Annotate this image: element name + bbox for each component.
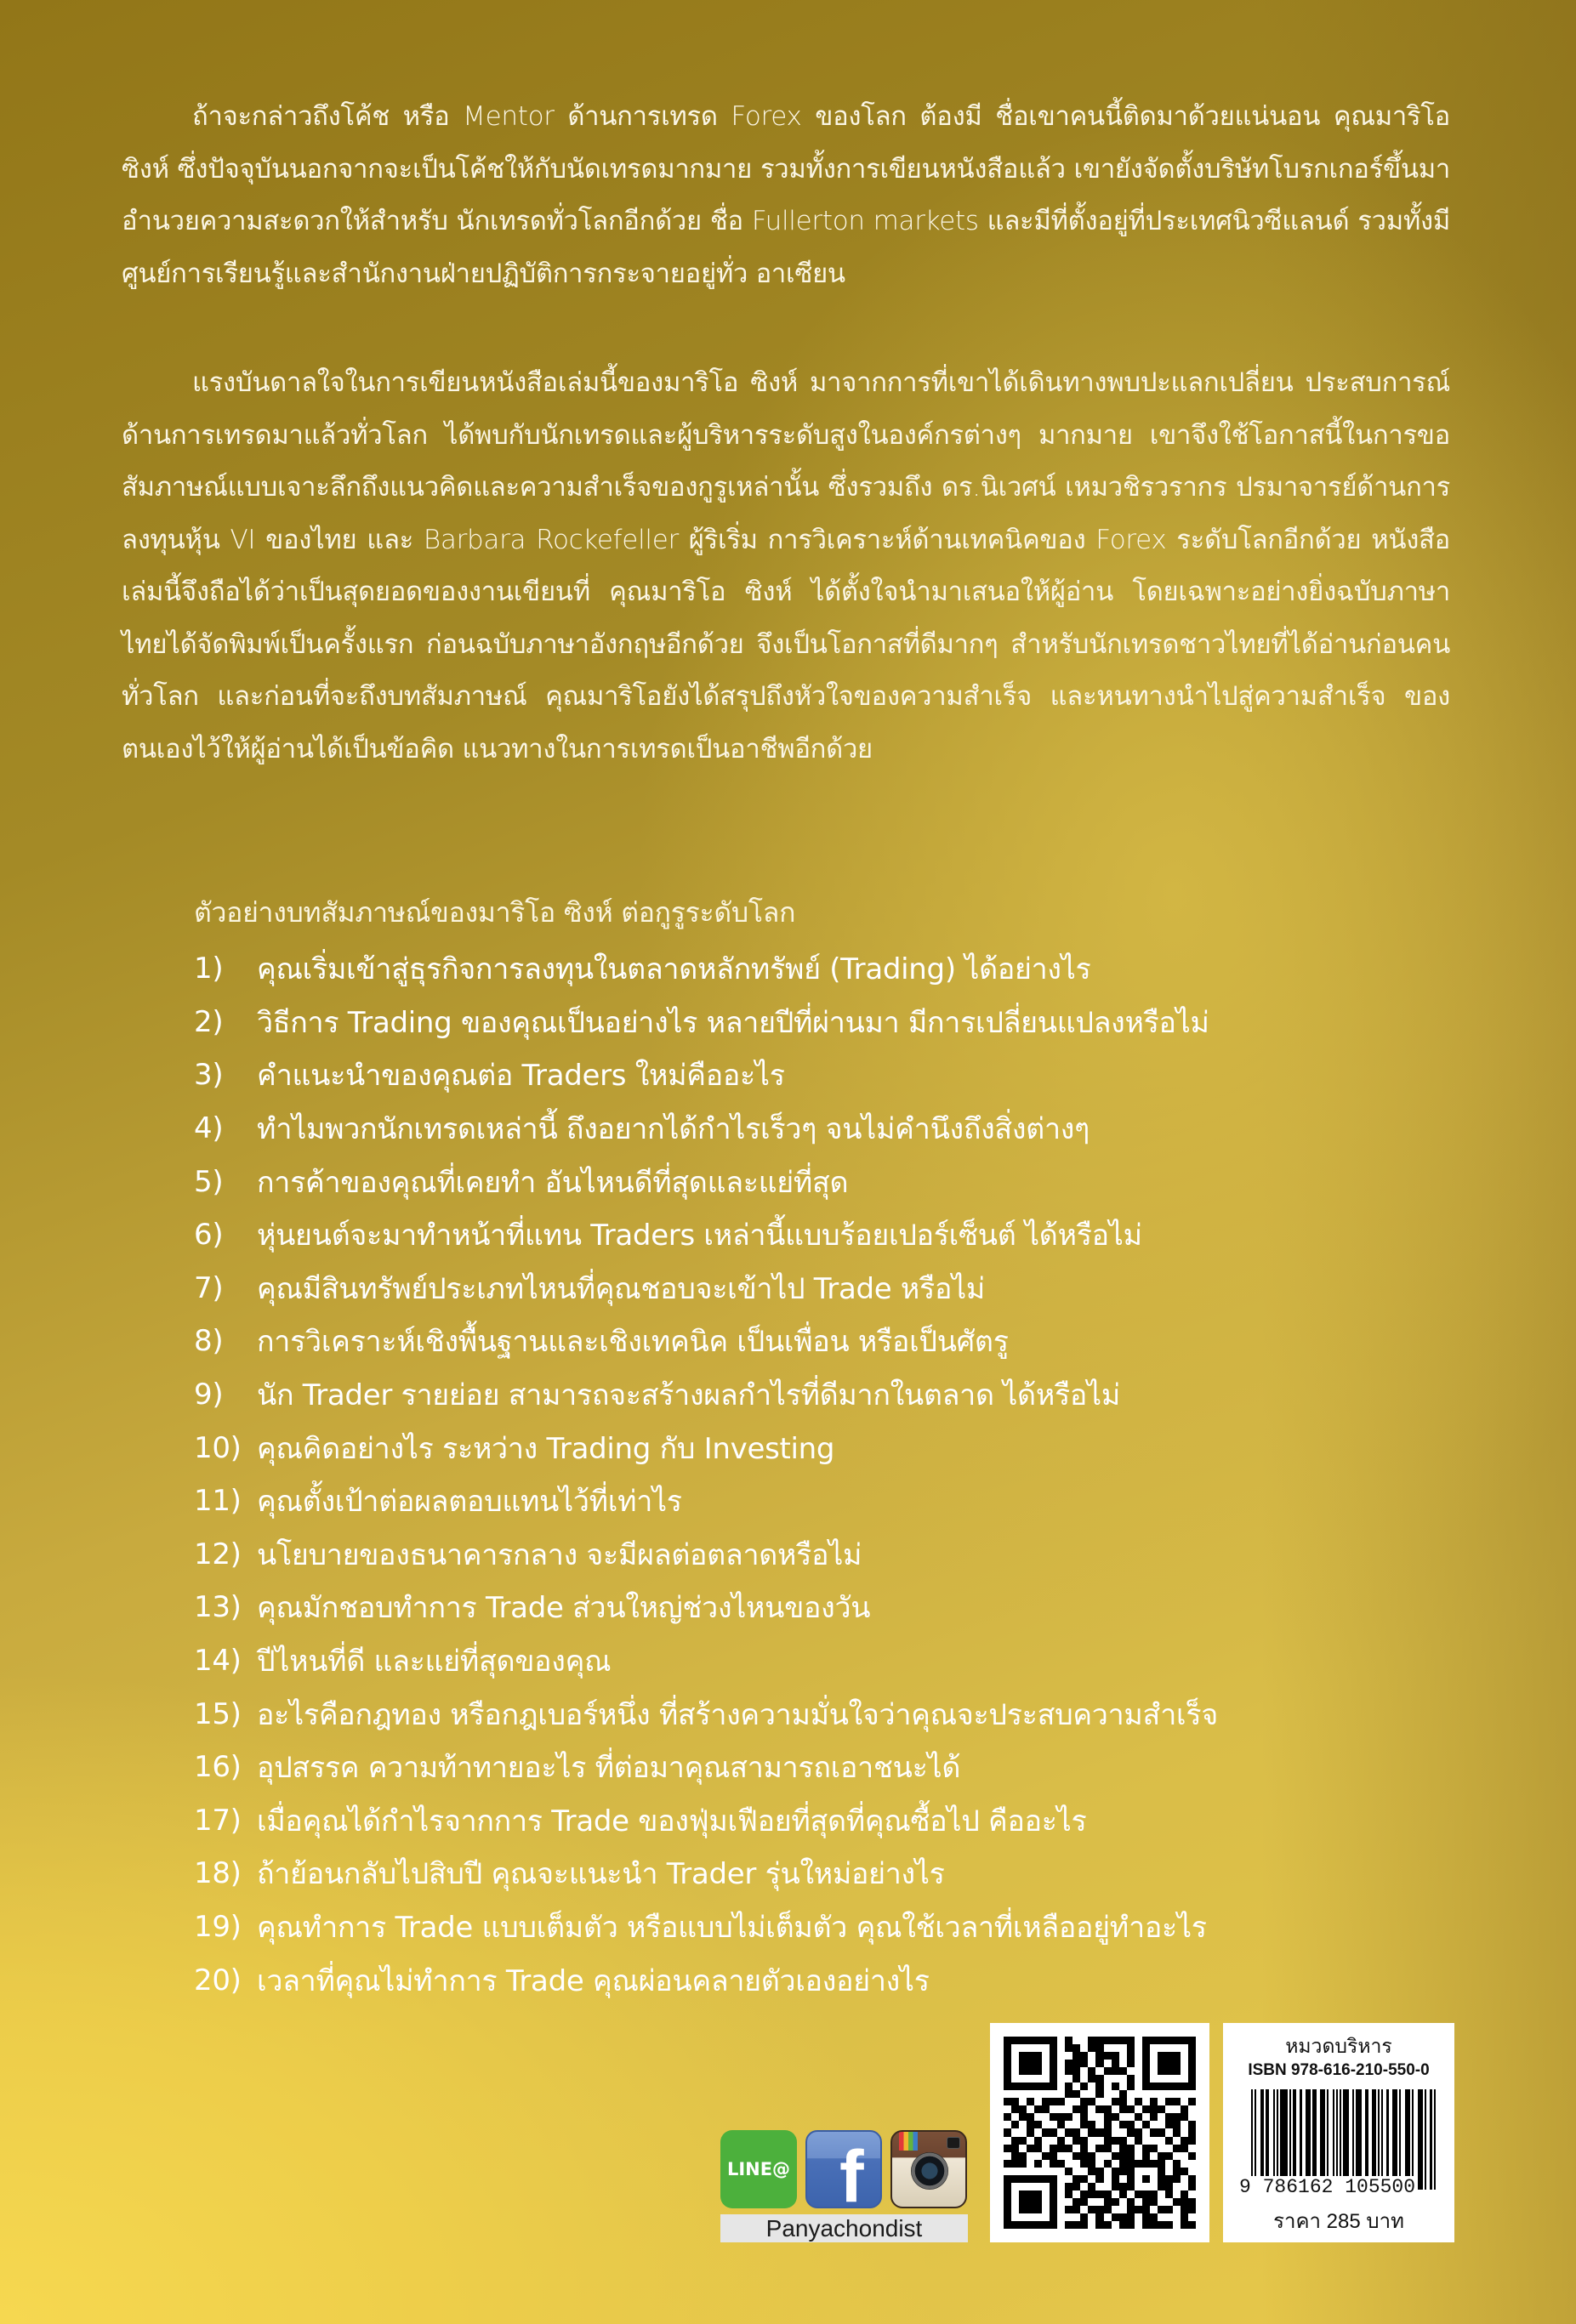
book-price: ราคา 285 บาท	[1273, 2210, 1404, 2233]
question-number: 6)	[194, 1218, 224, 1253]
line-at-icon[interactable]	[720, 2130, 797, 2208]
question-number: 3)	[194, 1058, 224, 1093]
question-number: 7)	[194, 1270, 224, 1305]
social-handle: Panyachondist	[720, 2214, 968, 2242]
question-text: เวลาที่คุณไม่ทำการ Trade คุณผ่อนคลายตัวเองอย่างไร	[257, 1963, 930, 1998]
interview-question	[194, 1102, 1218, 1156]
interview-question	[194, 1794, 1218, 1848]
question-number: 8)	[194, 1324, 224, 1359]
question-text: ถ้าย้อนกลับไปสิบปี คุณจะแนะนำ Trader รุ่นใหม่อย่างไร	[257, 1857, 945, 1892]
question-number: 17)	[194, 1803, 242, 1838]
interview-question	[194, 1421, 1218, 1475]
question-text: คุณทำการ Trade แบบเต็มตัว หรือแบบไม่เต็มตัว คุณใช้เวลาที่เหลืออยู่ทำอะไร	[257, 1910, 1207, 1945]
question-text: คำแนะนำของคุณต่อ Traders ใหม่คืออะไร	[257, 1059, 785, 1094]
question-text: การค้าของคุณที่เคยทำ อันไหนดีที่สุดและแย่ที่สุด	[257, 1165, 849, 1200]
intro-paragraph-1-text: ถ้าจะกล่าวถึงโค้ช หรือ Mentor ด้านการเทรด Forex ของโลก ต้องมี ชื่อเขาคนนี้ติดมาด้วยแน่นอน คุณมาริโอ ซิงห์ ซึ่งปัจจุบันนอกจากจะเป็นโค้ชให้กับนัดเทรดมากมาย รวมทั้งการเขียนหนังสือแล้ว เขายังจัดตั้งบริษัทโบรกเกอร์ขึ้นมาอำนวยความสะดวกให้สำหรับ นักเทรดทั่วโลกอีกด้วย ชื่อ Fullerton markets และมีที่ตั้งอยู่ที่ประเทศนิวซีแลนด์ รวมทั้งมีศูนย์การเรียนรู้และสำนักงานฝ่ายปฏิบัติการกระจายอยู่ทั่ว อาเซียน	[122, 101, 1450, 289]
question-text: วิธีการ Trading ของคุณเป็นอย่างไร หลายปีที่ผ่านมา มีการเปลี่ยนแปลงหรือไม่	[257, 1005, 1209, 1040]
question-number: 13)	[194, 1590, 242, 1625]
intro-paragraph-2	[122, 357, 1450, 776]
interview-question	[194, 1208, 1218, 1262]
barcode-digits	[1238, 2176, 1416, 2198]
barcode-digits-text: 9 786162 105500	[1239, 2176, 1416, 2198]
question-number: 15)	[194, 1696, 242, 1731]
interview-question	[194, 1048, 1218, 1102]
interview-question	[194, 1901, 1218, 1954]
question-number: 12)	[194, 1537, 242, 1571]
question-number: 5)	[194, 1164, 224, 1199]
interview-question	[194, 996, 1218, 1049]
interview-question	[194, 1528, 1218, 1582]
interview-question	[194, 1155, 1218, 1208]
question-text: นัก Trader รายย่อย สามารถจะสร้างผลกำไรที่ดีมากในตลาด ได้หรือไม่	[257, 1378, 1120, 1413]
question-text: คุณคิดอย่างไร ระหว่าง Trading กับ Investing	[257, 1431, 835, 1466]
interview-question	[194, 1581, 1218, 1634]
question-number: 20)	[194, 1963, 242, 1997]
interview-question	[194, 1847, 1218, 1901]
question-text: คุณมีสินทรัพย์ประเภทไหนที่คุณชอบจะเข้าไป Trade หรือไม่	[257, 1271, 986, 1306]
question-number: 16)	[194, 1750, 242, 1785]
question-text: คุณมักชอบทำการ Trade ส่วนใหญ่ช่วงไหนของวัน	[257, 1591, 871, 1626]
qr-code-modules	[1004, 2037, 1196, 2229]
interview-question	[194, 942, 1218, 996]
question-number: 10)	[194, 1430, 242, 1465]
interview-questions-list	[194, 942, 1218, 2007]
interview-question	[194, 1368, 1218, 1422]
barcode	[1251, 2089, 1437, 2190]
question-number: 1)	[194, 952, 224, 986]
qr-code[interactable]	[990, 2023, 1209, 2242]
interview-question	[194, 1262, 1218, 1315]
question-number: 2)	[194, 1004, 224, 1039]
question-number: 19)	[194, 1909, 242, 1944]
line-at-label: LINE@	[726, 2159, 791, 2179]
interview-question	[194, 1687, 1218, 1741]
question-text: เมื่อคุณได้กำไรจากการ Trade ของฟุ่มเฟือยที่สุดที่คุณซื้อไป คืออะไร	[257, 1804, 1087, 1838]
interview-question	[194, 1475, 1218, 1528]
instagram-icon[interactable]	[890, 2130, 967, 2208]
intro-paragraph-1	[122, 91, 1450, 300]
isbn-label	[1223, 2023, 1454, 2242]
facebook-glyph: f	[839, 2136, 864, 2208]
instagram-rainbow-stripes	[899, 2132, 918, 2151]
question-text: อะไรคือกฎทอง หรือกฎเบอร์หนึ่ง ที่สร้างความมั่นใจว่าคุณจะประสบความสำเร็จ	[257, 1697, 1218, 1732]
interview-list-heading: ตัวอย่างบทสัมภาษณ์ของมาริโอ ซิงห์ ต่อกูรูระดับโลก	[194, 896, 796, 929]
question-number: 14)	[194, 1644, 242, 1679]
question-text: หุ่นยนต์จะมาทำหน้าที่แทน Traders เหล่านี้แบบร้อยเปอร์เซ็นต์ ได้หรือไม่	[257, 1219, 1142, 1253]
interview-question	[194, 1741, 1218, 1794]
question-text: อุปสรรค ความท้าทายอะไร ที่ต่อมาคุณสามารถเอาชนะได้	[257, 1751, 961, 1786]
instagram-viewfinder	[947, 2137, 960, 2149]
question-number: 18)	[194, 1856, 242, 1891]
question-text: คุณเริ่มเข้าสู่ธุรกิจการลงทุนในตลาดหลักทรัพย์ (Trading) ได้อย่างไร	[257, 952, 1091, 987]
book-category: หมวดบริหาร	[1285, 2035, 1392, 2057]
interview-question	[194, 1634, 1218, 1688]
interview-question	[194, 1315, 1218, 1368]
instagram-camera-lens	[911, 2152, 948, 2190]
facebook-icon[interactable]	[805, 2130, 882, 2208]
social-icons	[720, 2130, 968, 2208]
question-text: ปีไหนที่ดี และแย่ที่สุดของคุณ	[257, 1645, 612, 1679]
question-text: คุณตั้งเป้าต่อผลตอบแทนไว้ที่เท่าไร	[257, 1485, 682, 1520]
social-media-block	[720, 2130, 968, 2242]
intro-paragraph-2-text: แรงบันดาลใจในการเขียนหนังสือเล่มนี้ของมาริโอ ซิงห์ มาจากการที่เขาได้เดินทางพบปะแลกเปลี่ยน ประสบการณ์ด้านการเทรดมาแล้วทั่วโลก ได้พบกับนักเทรดและผู้บริหารระดับสูงในองค์กรต่างๆ มากมาย เขาจึงใช้โอกาสนี้ในการขอสัมภาษณ์แบบเจาะลึกถึงแนวคิดและความสำเร็จของกูรูเหล่านั้น ซึ่งรวมถึง ดร.นิเวศน์ เหมวชิรวรากร ปรมาจารย์ด้านการลงทุนหุ้น VI ของไทย และ Barbara Rockefeller ผู้ริเริ่ม การวิเคราะห์ด้านเทคนิคของ Forex ระดับโลกอีกด้วย หนังสือเล่มนี้จึงถือได้ว่าเป็นสุดยอดของงานเขียนที่ คุณมาริโอ ซิงห์ ได้ตั้งใจนำมาเสนอให้ผู้อ่าน โดยเฉพาะอย่างยิ่งฉบับภาษาไทยได้จัดพิมพ์เป็นครั้งแรก ก่อนฉบับภาษาอังกฤษอีกด้วย จึงเป็นโอกาสที่ดีมากๆ สำหรับนักเทรดชาวไทยที่ได้อ่านก่อนคนทั่วโลก และก่อนที่จะถึงบทสัมภาษณ์ คุณมาริโอยังได้สรุปถึงหัวใจของความสำเร็จ และหนทางนำไปสู่ความสำเร็จ ของตนเองไว้ให้ผู้อ่านได้เป็นข้อคิด แนวทางในการเทรดเป็นอาชีพอีกด้วย	[122, 367, 1450, 764]
question-text: การวิเคราะห์เชิงพื้นฐานและเชิงเทคนิค เป็นเพื่อน หรือเป็นศัตรู	[257, 1325, 1009, 1360]
question-text: นโยบายของธนาคารกลาง จะมีผลต่อตลาดหรือไม่	[257, 1537, 862, 1572]
interview-question	[194, 1953, 1218, 2007]
question-text: ทำไมพวกนักเทรดเหล่านี้ ถึงอยากได้กำไรเร็วๆ จนไม่คำนึงถึงสิ่งต่างๆ	[257, 1112, 1090, 1147]
question-number: 11)	[194, 1484, 242, 1519]
isbn-number: ISBN 978-616-210-550-0	[1248, 2061, 1430, 2079]
question-number: 4)	[194, 1111, 224, 1146]
question-number: 9)	[194, 1378, 224, 1412]
